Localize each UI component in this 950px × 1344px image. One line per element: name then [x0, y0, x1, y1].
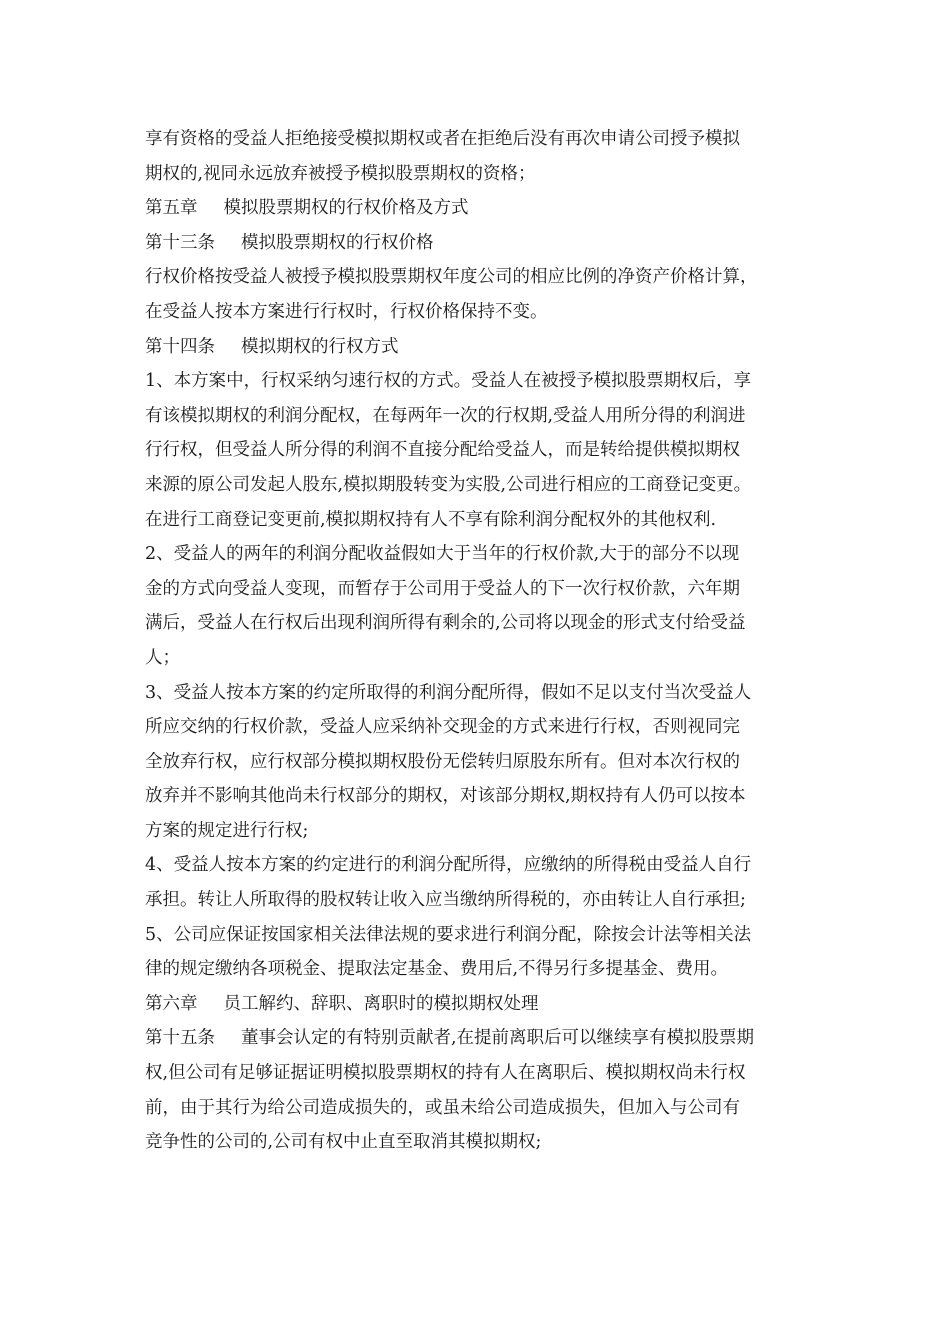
chapter-title: 模拟股票期权的行权价格及方式 — [223, 198, 469, 219]
document-page — [145, 122, 810, 1160]
body-line: 方案的规定进行行权; — [145, 820, 309, 841]
body-line: 金的方式向受益人变现，而暂存于公司用于受益人的下一次行权价款，六年期 — [145, 578, 740, 599]
body-line: 在进行工商登记变更前,模拟期权持有人不享有除利润分配权外的其他权利. — [145, 509, 717, 530]
article-title: 模拟股票期权的行权价格 — [241, 232, 434, 253]
body-line: 放弃并不影响其他尚未行权部分的期权，对该部分期权,期权持有人仍可以按本 — [145, 786, 746, 807]
body-line: 1、本方案中，行权采纳匀速行权的方式。受益人在被授予模拟股票期权后，享 — [145, 371, 752, 392]
body-line: 所应交纳的行权价款，受益人应采纳补交现金的方式来进行行权，否则视同完 — [145, 717, 740, 738]
body-line: 有该模拟期权的利润分配权，在每两年一次的行权期,受益人用所分得的利润进 — [145, 405, 746, 426]
article-thirteen-heading — [145, 226, 810, 261]
body-line: 5、公司应保证按国家相关法律法规的要求进行利润分配，除按会计法等相关法 — [145, 924, 752, 945]
body-line: 3、受益人按本方案的约定所取得的利润分配所得，假如不足以支付当次受益人 — [145, 682, 752, 703]
article-fourteen-heading — [145, 330, 810, 365]
body-line: 2、受益人的两年的利润分配收益假如大于当年的行权价款,大于的部分不以现 — [145, 544, 740, 565]
chapter-five-heading — [145, 191, 810, 226]
chapter-number: 第六章 — [145, 993, 198, 1014]
article-number: 第十四条 — [145, 336, 215, 357]
body-line: 行行权，但受益人所分得的利润不直接分配给受益人，而是转给提供模拟期权 — [145, 440, 740, 461]
body-line: 享有资格的受益人拒绝接受模拟期权或者在拒绝后没有再次申请公司授予模拟 — [145, 129, 740, 149]
article-title: 模拟期权的行权方式 — [241, 336, 399, 357]
body-line: 4、受益人按本方案的约定进行的利润分配所得，应缴纳的所得税由受益人自行 — [145, 855, 752, 876]
body-line: 律的规定缴纳各项税金、提取法定基金、费用后,不得另行多提基金、费用。 — [145, 959, 729, 980]
chapter-six-heading — [145, 987, 810, 1022]
body-line: 满后，受益人在行权后出现利润所得有剩余的,公司将以现金的形式支付给受益 — [145, 613, 746, 634]
article-number: 第十三条 — [145, 232, 215, 253]
body-line: 行权价格按受益人被授予模拟股票期权年度公司的相应比例的净资产价格计算， — [145, 267, 758, 288]
article-fifteen-heading — [145, 1021, 810, 1056]
body-line: 来源的原公司发起人股东,模拟期股转变为实股,公司进行相应的工商登记变更。 — [145, 474, 752, 495]
body-line: 在受益人按本方案进行行权时，行权价格保持不变。 — [145, 301, 548, 322]
chapter-title: 员工解约、辞职、离职时的模拟期权处理 — [223, 993, 539, 1014]
article-number: 第十五条 — [145, 1028, 215, 1049]
body-line: 期权的,视同永远放弃被授予模拟股票期权的资格； — [145, 163, 536, 184]
article-text: 董事会认定的有特别贡献者,在提前离职后可以继续享有模拟股票期 — [241, 1028, 755, 1049]
body-line: 权,但公司有足够证据证明模拟股票期权的持有人在离职后、模拟期权尚未行权 — [145, 1063, 746, 1084]
body-line: 承担。转让人所取得的股权转让收入应当缴纳所得税的，亦由转让人自行承担; — [145, 890, 746, 911]
body-line: 前，由于其行为给公司造成损失的，或虽未给公司造成损失，但加入与公司有 — [145, 1097, 740, 1118]
body-line: 竞争性的公司的,公司有权中止直至取消其模拟期权; — [145, 1132, 542, 1153]
body-line: 人； — [145, 647, 180, 668]
body-line: 全放弃行权，应行权部分模拟期权股份无偿转归原股东所有。但对本次行权的 — [145, 751, 740, 772]
chapter-number: 第五章 — [145, 198, 198, 219]
